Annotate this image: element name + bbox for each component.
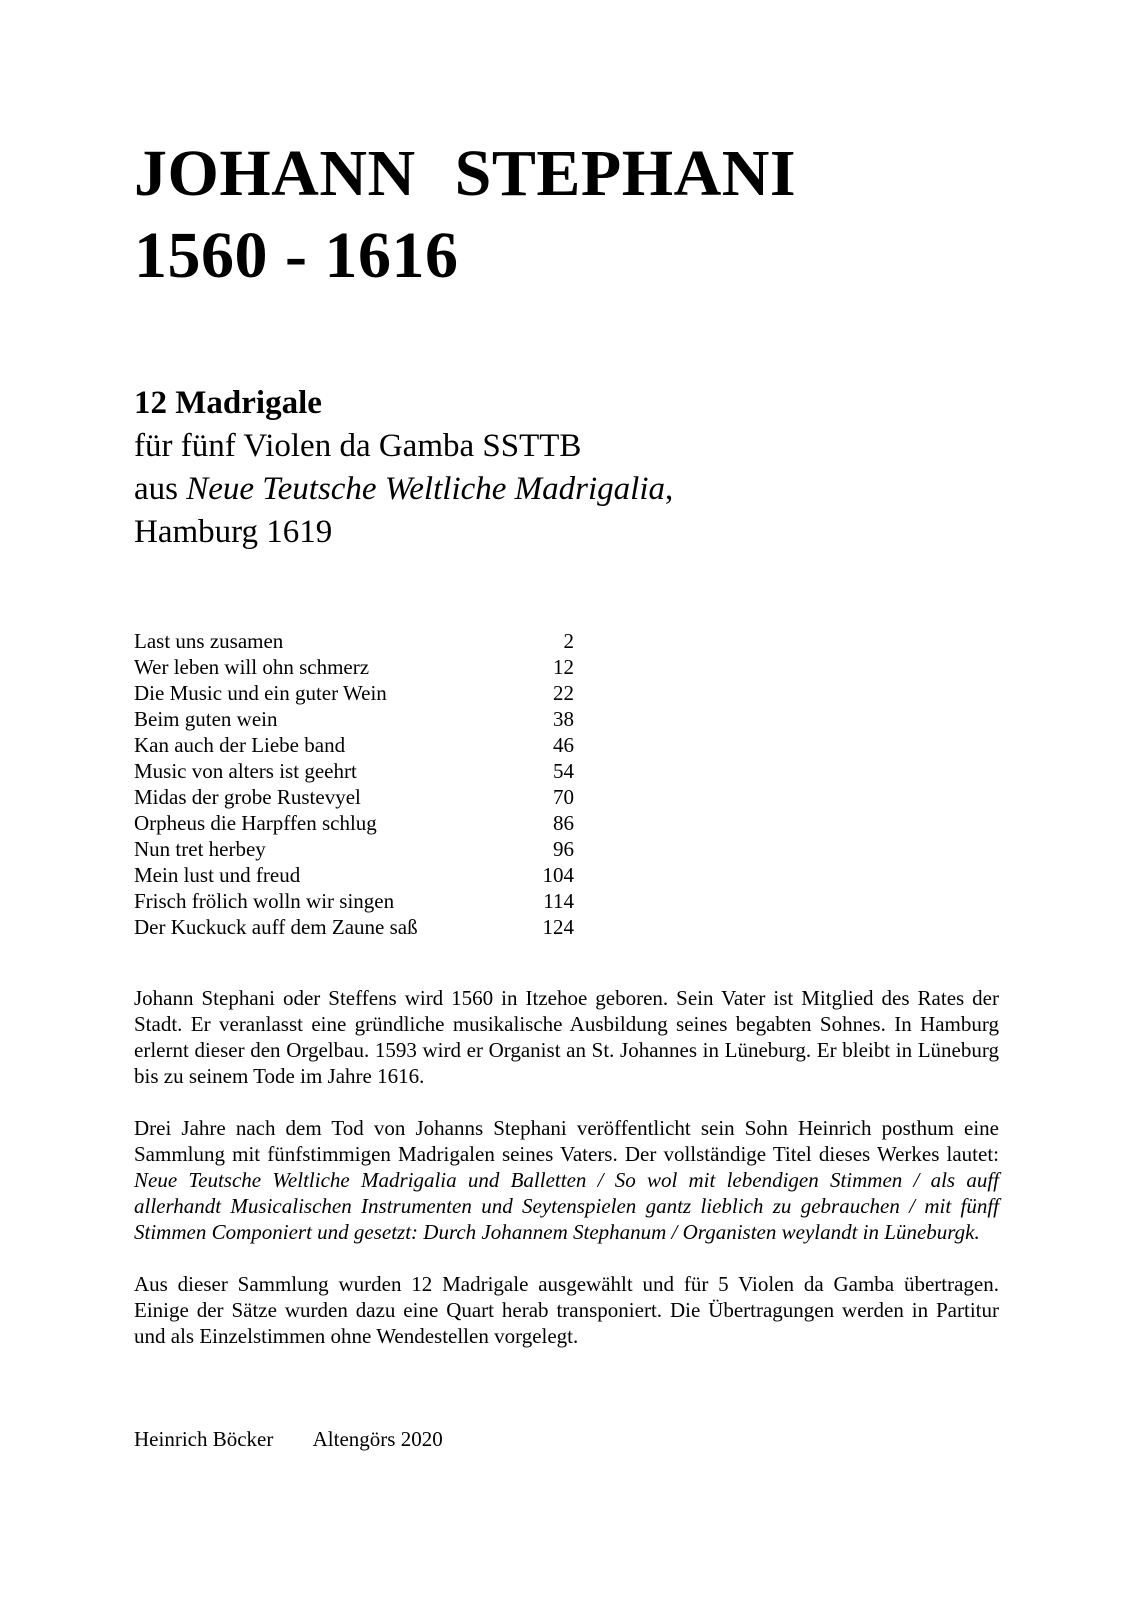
table-of-contents bbox=[134, 628, 574, 940]
toc-page-number: 70 bbox=[553, 785, 574, 809]
toc-title: Mein lust und freud bbox=[134, 863, 301, 887]
toc-row bbox=[134, 836, 574, 862]
toc-page-number: 114 bbox=[543, 889, 574, 913]
toc-row bbox=[134, 680, 574, 706]
toc-row bbox=[134, 914, 574, 940]
toc-page-number: 86 bbox=[553, 811, 574, 835]
composer-name: JOHANN STEPHANI bbox=[134, 137, 797, 210]
toc-title: Beim guten wein bbox=[134, 707, 278, 731]
work-info bbox=[134, 382, 673, 554]
bio-full-title: Neue Teutsche Weltliche Madrigalia und Balletten / So wol mit lebendigen Stimmen / als auff allerhandt Musicalischen Instrumenten und Seytenspielen gantz lieblich zu gebrauchen / mit fünff Stimmen Componiert und gesetzt: Durch Johannem Stephanum / Organisten weylandt in Lüneburgk. bbox=[134, 1168, 999, 1244]
toc-row bbox=[134, 784, 574, 810]
work-place-year: Hamburg 1619 bbox=[134, 514, 333, 550]
toc-title: Kan auch der Liebe band bbox=[134, 733, 346, 757]
footer-place-year: Altengörs 2020 bbox=[312, 1427, 443, 1451]
work-source-title: Neue Teutsche Weltliche Madrigalia bbox=[186, 471, 665, 507]
toc-page-number: 54 bbox=[553, 759, 574, 783]
toc-row bbox=[134, 706, 574, 732]
toc-title: Music von alters ist geehrt bbox=[134, 759, 357, 783]
composer-dates: 1560 - 1616 bbox=[134, 219, 459, 292]
toc-row bbox=[134, 628, 574, 654]
footer bbox=[134, 1426, 443, 1452]
toc-page-number: 22 bbox=[553, 681, 574, 705]
toc-row bbox=[134, 654, 574, 680]
toc-title: Last uns zusamen bbox=[134, 629, 284, 653]
work-source-suffix: , bbox=[665, 471, 674, 507]
toc-title: Orpheus die Harpffen schlug bbox=[134, 811, 377, 835]
toc-page-number: 96 bbox=[553, 837, 574, 861]
toc-row bbox=[134, 732, 574, 758]
toc-row bbox=[134, 810, 574, 836]
toc-page-number: 46 bbox=[553, 733, 574, 757]
toc-row bbox=[134, 888, 574, 914]
toc-page-number: 104 bbox=[542, 863, 574, 887]
toc-title: Nun tret herbey bbox=[134, 837, 266, 861]
toc-row bbox=[134, 758, 574, 784]
bio-paragraph-1: Johann Stephani oder Steffens wird 1560 in Itzehoe geboren. Sein Vater ist Mitglied des Rates der Stadt. Er veranlasst eine gründliche musikalische Ausbildung seines begabten Sohnes. In Hamburg erlernt dieser den Orgelbau. 1593 wird er Organist an St. Johannes in Lüneburg. Er bleibt in Lüneburg bis zu seinem Tode im Jahre 1616. bbox=[134, 986, 999, 1088]
work-source-prefix: aus bbox=[134, 471, 187, 507]
toc-page-number: 2 bbox=[563, 629, 574, 653]
toc-title: Die Music und ein guter Wein bbox=[134, 681, 387, 705]
toc-page-number: 12 bbox=[553, 655, 574, 679]
bio-paragraph-2 bbox=[134, 1115, 999, 1245]
toc-title: Midas der grobe Rustevyel bbox=[134, 785, 361, 809]
footer-author: Heinrich Böcker bbox=[134, 1427, 274, 1451]
toc-title: Der Kuckuck auff dem Zaune saß bbox=[134, 915, 418, 939]
bio-paragraph-3: Aus dieser Sammlung wurden 12 Madrigale ausgewählt und für 5 Violen da Gamba übertragen. Einige der Sätze wurden dazu eine Quart herab transponiert. Die Übertragungen werden in Partitur und als Einzelstimmen ohne Wendestellen vorgelegt. bbox=[134, 1272, 999, 1348]
toc-row bbox=[134, 862, 574, 888]
composer-heading bbox=[134, 133, 796, 297]
work-source bbox=[134, 468, 673, 511]
toc-title: Frisch frölich wolln wir singen bbox=[134, 889, 395, 913]
bio-paragraph-2-text: Drei Jahre nach dem Tod von Johanns Stephani veröffentlicht sein Sohn Heinrich posthum eine Sammlung mit fünfstimmigen Madrigalen seines Vaters. Der vollständige Titel dieses Werkes lautet: bbox=[134, 1116, 999, 1166]
toc-title: Wer leben will ohn schmerz bbox=[134, 655, 370, 679]
work-title: 12 Madrigale bbox=[134, 385, 322, 421]
biography bbox=[134, 985, 999, 1375]
toc-page-number: 124 bbox=[542, 915, 574, 939]
work-instrumentation: für fünf Violen da Gamba SSTTB bbox=[134, 428, 582, 464]
toc-page-number: 38 bbox=[553, 707, 574, 731]
